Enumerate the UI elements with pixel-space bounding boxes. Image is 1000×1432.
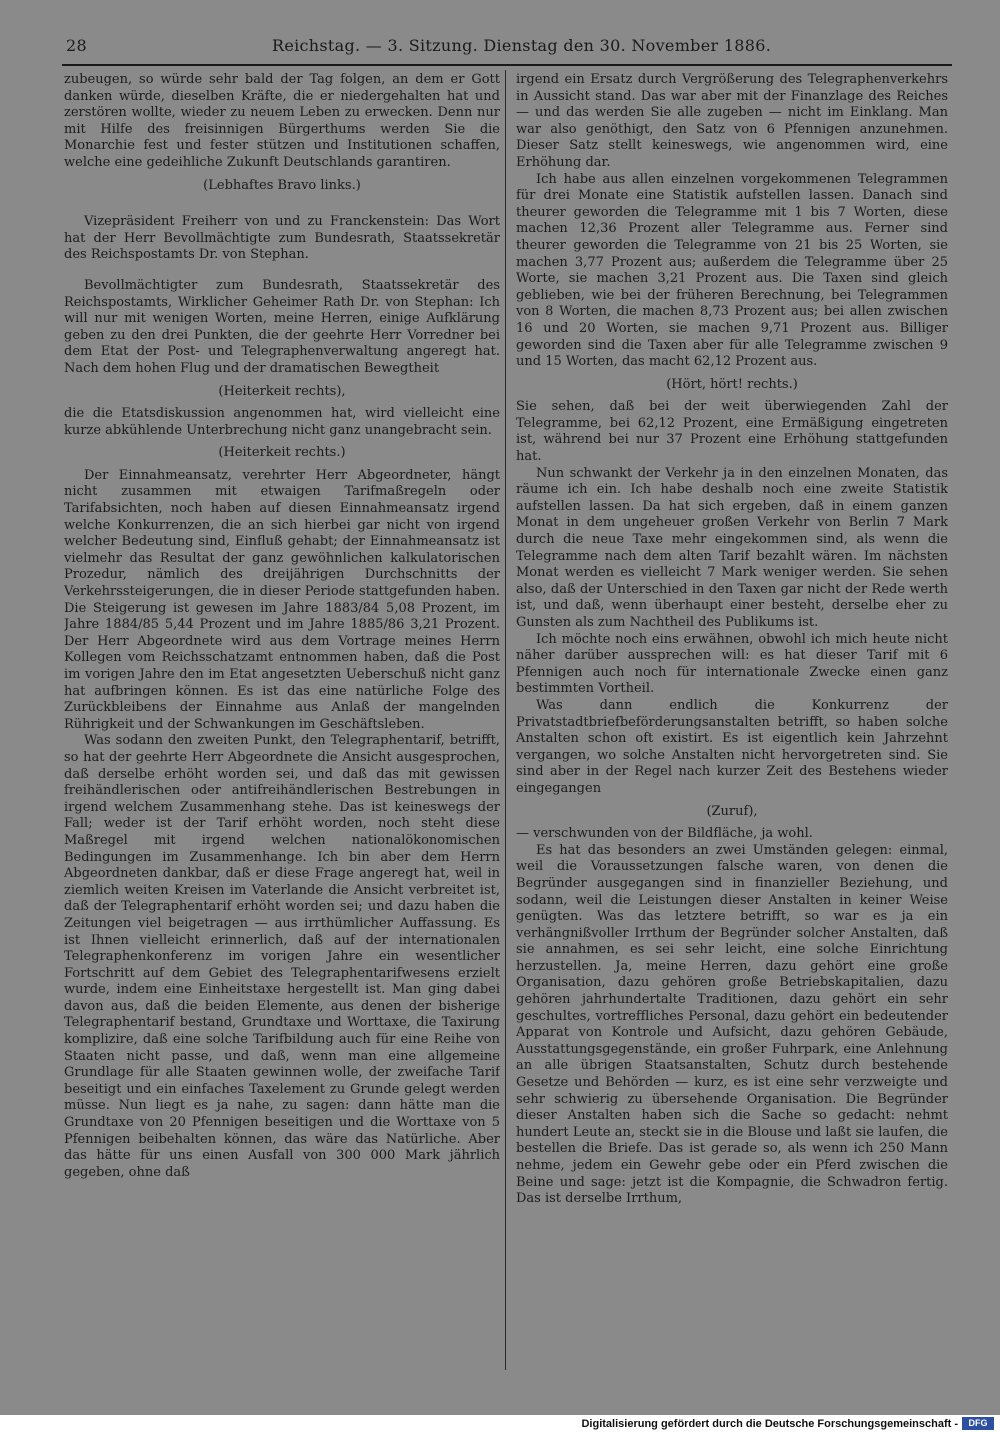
body-paragraph: Nun schwankt der Verkehr ja in den einzelnen Monaten, das räume ich ein. Ich habe deshalb noch eine zweite Statistik aufstellen lassen. Da hat sich ergeben, daß in einem ganzen Monat in dem ungeheuer großen Verkehr von Berlin 7 Mark durch die neue Taxe mehr eingekommen sind, als wenn die Telegramme nach dem alten Tarif bezahlt wären. Im nächsten Monat werden es vielleicht 7 Mark weniger werden. Sie sehen also, daß der Unterschied in den Taxen gar nicht der Rede werth ist, und daß, wenn überhaupt einer besteht, derselbe eher zu Gunsten als zum Nachtheil des Publikums ist. [516, 465, 948, 630]
body-paragraph: die die Etatsdiskussion angenommen hat, wird vielleicht eine kurze abkühlende Unterbrechung nicht ganz unangebracht sein. [64, 406, 500, 438]
body-paragraph: Bevollmächtigter zum Bundesrath, Staatssekretär des Reichspostamts, Wirklicher Geheimer Rath Dr. von Stephan: Ich will nur mit wenigen Worten, meine Herren, einige Aufklärung geben zu den drei Punkten, die der geehrte Herr Vorredner bei dem Etat der Post- und Telegraphenverwaltung angeregt hat. Nach dem hohen Flug und der dramatischen Bewegtheit [64, 277, 500, 376]
interjection: (Lebhaftes Bravo links.) [203, 177, 361, 193]
right-column [516, 72, 948, 1372]
body-paragraph: — verschwunden von der Bildfläche, ja wohl. [516, 826, 813, 842]
funding-credit: Digitalisierung gefördert durch die Deutsche Forschungsgemeinschaft - [581, 1418, 958, 1430]
body-paragraph: Es hat das besonders an zwei Umständen gelegen: einmal, weil die Voraussetzungen falsche waren, von denen die Begründer ausgegangen sind in finanzieller Beziehung, und sodann, weil die Leistungen dieser Anstalten in keiner Weise genügten. Was das letztere betrifft, so war es ja ein verhängnißvoller Irrthum der Begründer solcher Anstalten, daß sie annahmen, es sei sehr leicht, eine solche Einrichtung herzustellen. Ja, meine Herren, dazu gehört eine große Organisation, dazu gehören große Betriebskapitalien, dazu gehören jahrhundertalte Traditionen, dazu gehört ein sehr geschultes, vortreffliches Personal, dazu gehört ein bedeutender Apparat von Kontrole und Aufsicht, dazu gehören Gebäude, Ausstattungsgegenstände, ein großer Fuhrpark, eine Anlehnung an alle übrigen Staatsanstalten, Schutz durch bestehende Gesetze und Behörden — kurz, es ist eine sehr verzweigte und sehr schwierig zu übersehende Organisation. Die Begründer dieser Anstalten haben sich die Sache so gedacht: nehmt hundert Leute an, steckt sie in die Blouse und laßt sie laufen, die bestellen die Briefe. Das ist gerade so, als wenn ich 250 Mann nehme, jedem ein Gewehr gebe oder ein Pferd zwischen die Beine und sage: jetzt ist die Kompagnie, die Schwadron fertig. Das ist derselbe Irrthum, [516, 842, 948, 1207]
column-divider [505, 70, 506, 1370]
interjection: (Heiterkeit rechts), [218, 383, 346, 399]
body-paragraph: Was dann endlich die Konkurrenz der Privatstadtbriefbeförderungsanstalten betrifft, so haben solche Anstalten schon oft existirt. Es ist eigentlich kein Jahrzehnt vergangen, wo solche Anstalten nicht hervorgetreten sind. Sie sind aber in der Regel nach kurzer Zeit des Bestehens wieder eingegangen [516, 697, 948, 796]
body-paragraph: irgend ein Ersatz durch Vergrößerung des Telegraphenverkehrs in Aussicht stand. Das war aber mit der Finanzlage des Reiches — und das werden Sie alle zugeben — nicht im Einklang. Man war also genöthigt, den Satz von 6 Pfennigen anzunehmen. Dieser Satz stellt keineswegs, wie angenommen wird, eine Erhöhung dar. [516, 72, 948, 170]
body-paragraph: Ich habe aus allen einzelnen vorgekommenen Telegrammen für drei Monate eine Statistik aufstellen lassen. Danach sind theurer geworden die Telegramme mit 1 bis 7 Worten, diese machen 12,36 Prozent aller Telegramme aus. Ferner sind theurer geworden die Telegramme von 21 bis 25 Worten, sie machen 3,77 Prozent aus; außerdem die Telegramme über 25 Worte, sie machen 3,21 Prozent aus. Die Taxen sind gleich geblieben, wie bei der früheren Berechnung, bei Telegrammen von 8 Worten, die machen 8,73 Prozent aus; bei allen zwischen 16 und 20 Worten, sie machen 9,71 Prozent aus. Billiger geworden sind die Taxen aber für alle Telegramme zwischen 9 und 15 Worten, das macht 62,12 Prozent aus. [516, 171, 948, 370]
page-number: 28 [66, 36, 87, 55]
page-header [62, 32, 952, 62]
interjection: (Hört, hört! rechts.) [666, 376, 798, 392]
body-paragraph: Was sodann den zweiten Punkt, den Telegraphentarif, betrifft, so hat der geehrte Herr Abgeordnete die Ansicht ausgesprochen, daß derselbe erhöht worden sei, und daß das mit gewissen freihändlerischen oder antifreihändlerischen Bestrebungen in irgend welchem Zusammenhang stehe. Das ist keineswegs der Fall; weder ist der Tarif erhöht worden, noch steht diese Maßregel mit irgend welchen nationalökonomischen Bedingungen im Zusammenhange. Ich bin aber dem Herrn Abgeordneten dankbar, daß er diese Frage angeregt hat, weil in ziemlich weiten Kreisen im Vaterlande die Ansicht verbreitet ist, daß der Telegraphentarif erhöht worden sei; und dazu haben die Zeitungen viel beigetragen — aus irrthümlicher Auffassung. Es ist Ihnen vielleicht erinnerlich, daß auf der internationalen Telegraphenkonferenz im vorigen Jahre ein wesentlicher Fortschritt auf dem Gebiet des Telegraphentarifwesens erzielt wurde, indem eine Einheitstaxe hergestellt ist. Man ging dabei davon aus, daß die beiden Elemente, aus denen der bisherige Telegraphentarif bestand, Grundtaxe und Worttaxe, die Taxirung komplizire, daß eine solche Tarifbildung auch für eine Reihe von Staaten nicht passe, und daß, wenn man eine allgemeine Grundlage für alle Staaten gewinnen wolle, der zweifache Tarif beseitigt und ein einfaches Taxelement zu Grunde gelegt werden müsse. Nun liegt es ja nahe, zu sagen: dann hätte man die Grundtaxe von 20 Pfennigen beseitigen und die Worttaxe von 5 Pfennigen beibehalten können, das wäre das Natürliche. Aber das hätte für uns einen Ausfall von 300 000 Mark jährlich gegeben, ohne daß [64, 733, 500, 1180]
header-rule [62, 64, 952, 66]
paragraph-gap [64, 200, 500, 214]
dfg-logo: DFG [962, 1417, 994, 1430]
body-paragraph: Sie sehen, daß bei der weit überwiegenden Zahl der Telegramme, bei 62,12 Prozent, eine Ermäßigung eingetreten ist, während bei nur 37 Prozent eine Erhöhung stattgefunden hat. [516, 399, 948, 465]
body-paragraph: Vizepräsident Freiherr von und zu Franckenstein: Das Wort hat der Herr Bevollmächtigte zum Bundesrath, Staatssekretär des Reichspostamts Dr. von Stephan. [64, 214, 500, 263]
interjection: (Heiterkeit rechts.) [218, 445, 346, 461]
body-paragraph: zubeugen, so würde sehr bald der Tag folgen, an dem er Gott danken würde, dieselben Kräfte, die er niedergehalten hat und zerstören wollte, wieder zu neuem Leben zu erwecken. Denn nur mit Hilfe des freisinnigen Bürgerthums werden Sie die Monarchie fest und fester stützen und Institutionen schaffen, welche eine gedeihliche Zukunft Deutschlands garantiren. [64, 72, 500, 170]
paragraph-gap [64, 264, 500, 278]
body-paragraph: Ich möchte noch eins erwähnen, obwohl ich mich heute nicht näher darüber aussprechen will: es hat dieser Tarif mit 6 Pfennigen auch noch für internationale Zwecke einen ganz bestimmten Vortheil. [516, 631, 948, 697]
body-paragraph: Der Einnahmeansatz, verehrter Herr Abgeordneter, hängt nicht zusammen mit etwaigen Tarifmaßregeln oder Tarifabsichten, noch haben auf diesen Einnahmeansatz irgend welche Konkurrenzen, die an sich hierbei gar nicht von irgend welcher Bedeutung sind, Einfluß gehabt; der Einnahmeansatz ist vielmehr das Resultat der ganz gewöhnlichen kalkulatorischen Prozedur, nämlich des dreijährigen Durchschnitts der Verkehrssteigerungen, die in dieser Periode stattgefunden haben. Die Steigerung ist gewesen im Jahre 1883/84 5,08 Prozent, im Jahre 1884/85 5,44 Prozent und im Jahre 1885/86 3,21 Prozent. Der Herr Abgeordnete wird aus dem Vortrage meines Herrn Kollegen vom Reichsschatzamt entnommen haben, daß die Post im vorigen Jahre den im Etat angesetzten Ueberschuß nicht ganz hat aufbringen können. Es ist das eine natürliche Folge des Zurückbleibens der Einnahme aus Anlaß der mangelnden Rührigkeit und der Schwankungen im Geschäftsleben. [64, 467, 500, 732]
left-column [64, 72, 500, 1372]
running-title: Reichstag. — 3. Sitzung. Dienstag den 30. November 1886. [272, 36, 772, 55]
interjection: (Zuruf), [706, 803, 758, 819]
